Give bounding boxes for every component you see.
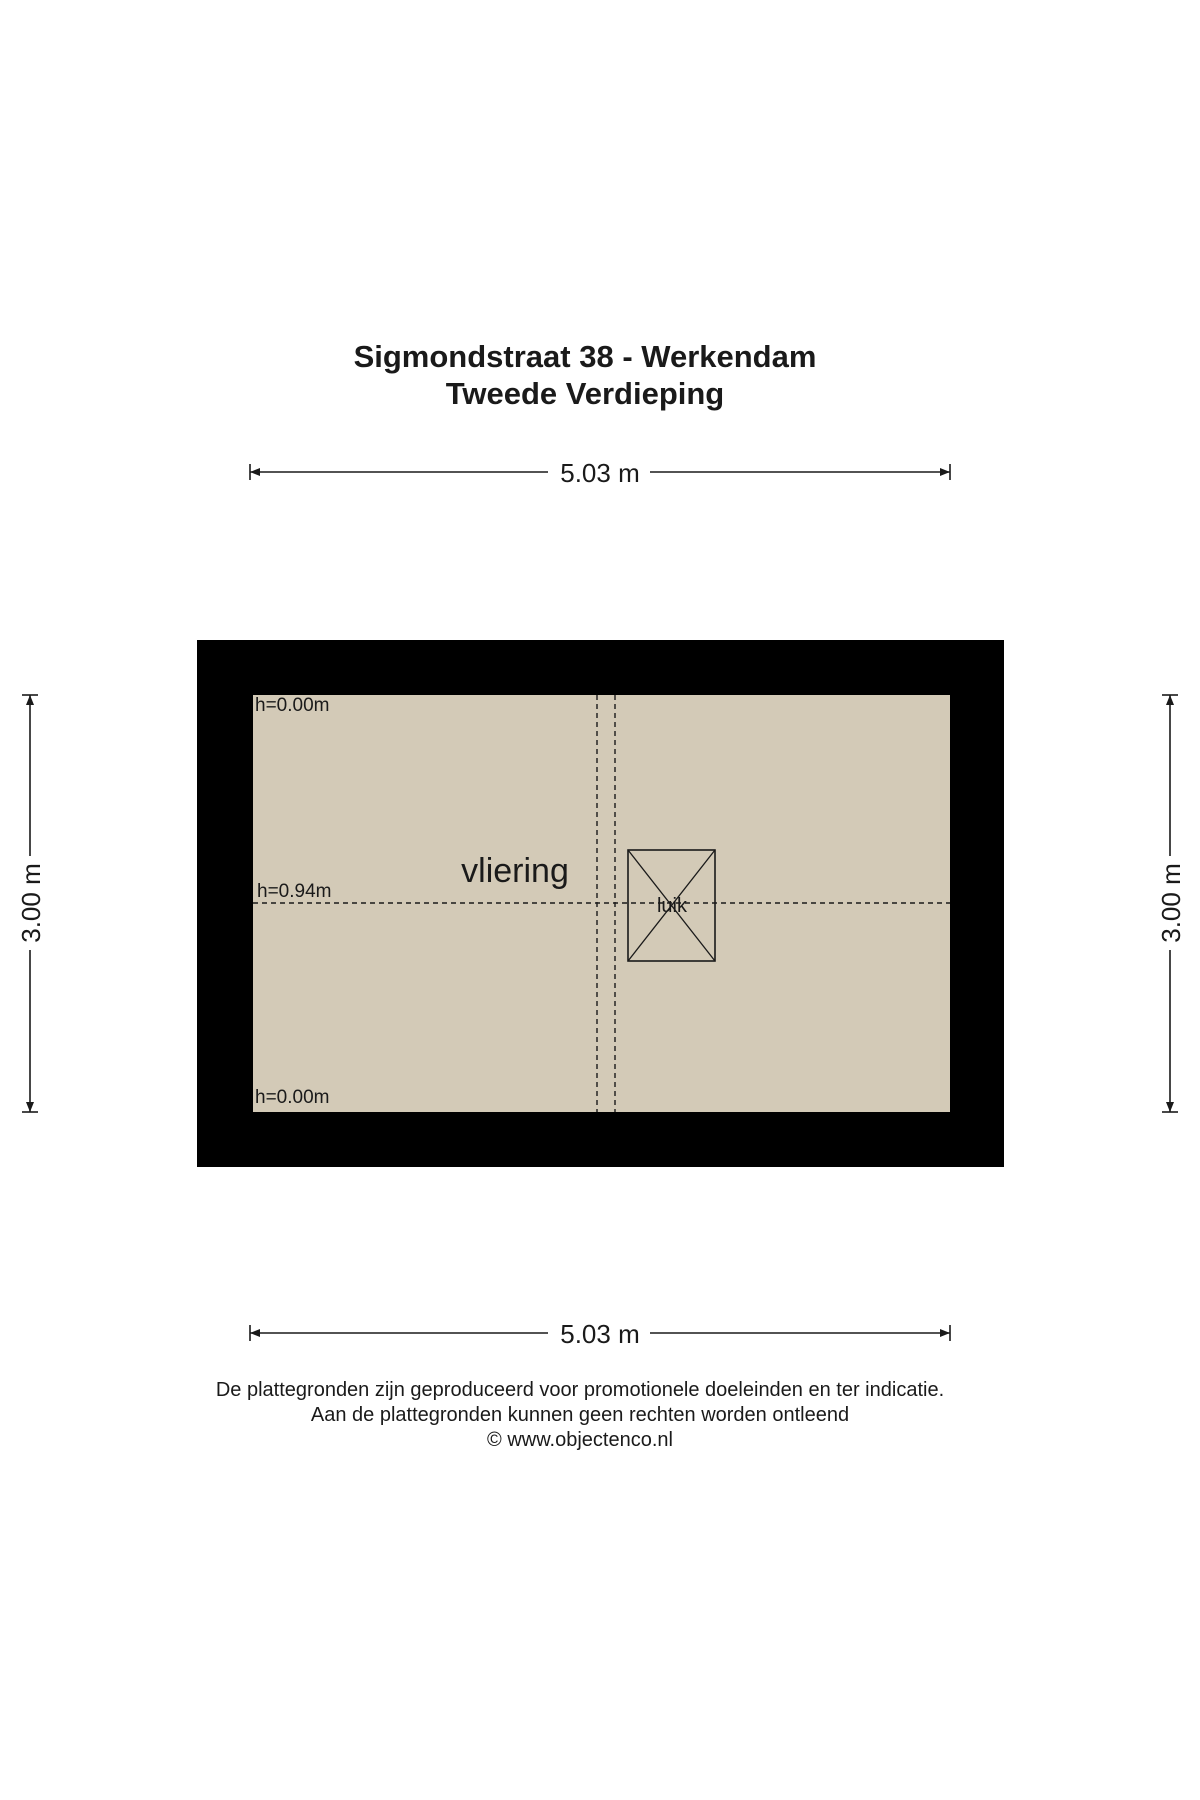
address-title: Sigmondstraat 38 - Werkendam	[353, 339, 817, 374]
disclaimer	[0, 1378, 1160, 1453]
dimension-right-label: 3.00 m	[1156, 863, 1186, 943]
dimension-top	[250, 458, 950, 488]
dimension-left-label: 3.00 m	[16, 863, 46, 943]
dimension-left	[16, 695, 46, 1112]
room-name: vliering	[461, 852, 569, 890]
room-floor	[253, 695, 950, 1112]
dimension-bottom	[250, 1319, 950, 1349]
hatch-label: luik	[656, 895, 688, 917]
dimension-top-label: 5.03 m	[560, 458, 640, 488]
disclaimer-line-2: Aan de plattegronden kunnen geen rechten worden ontleend	[310, 1404, 850, 1426]
copyright-line: © www.objectenco.nl	[487, 1429, 673, 1451]
dimension-right	[1156, 695, 1186, 1112]
floor-title: Tweede Verdieping	[445, 376, 725, 411]
disclaimer-line-1: De plattegronden zijn geproduceerd voor promotionele doeleinden en ter indicatie.	[215, 1379, 945, 1401]
height-label-middle: h=0.94m	[257, 881, 332, 902]
height-label-top: h=0.00m	[255, 695, 330, 716]
height-label-bottom: h=0.00m	[255, 1087, 330, 1108]
dimension-bottom-label: 5.03 m	[560, 1319, 640, 1349]
